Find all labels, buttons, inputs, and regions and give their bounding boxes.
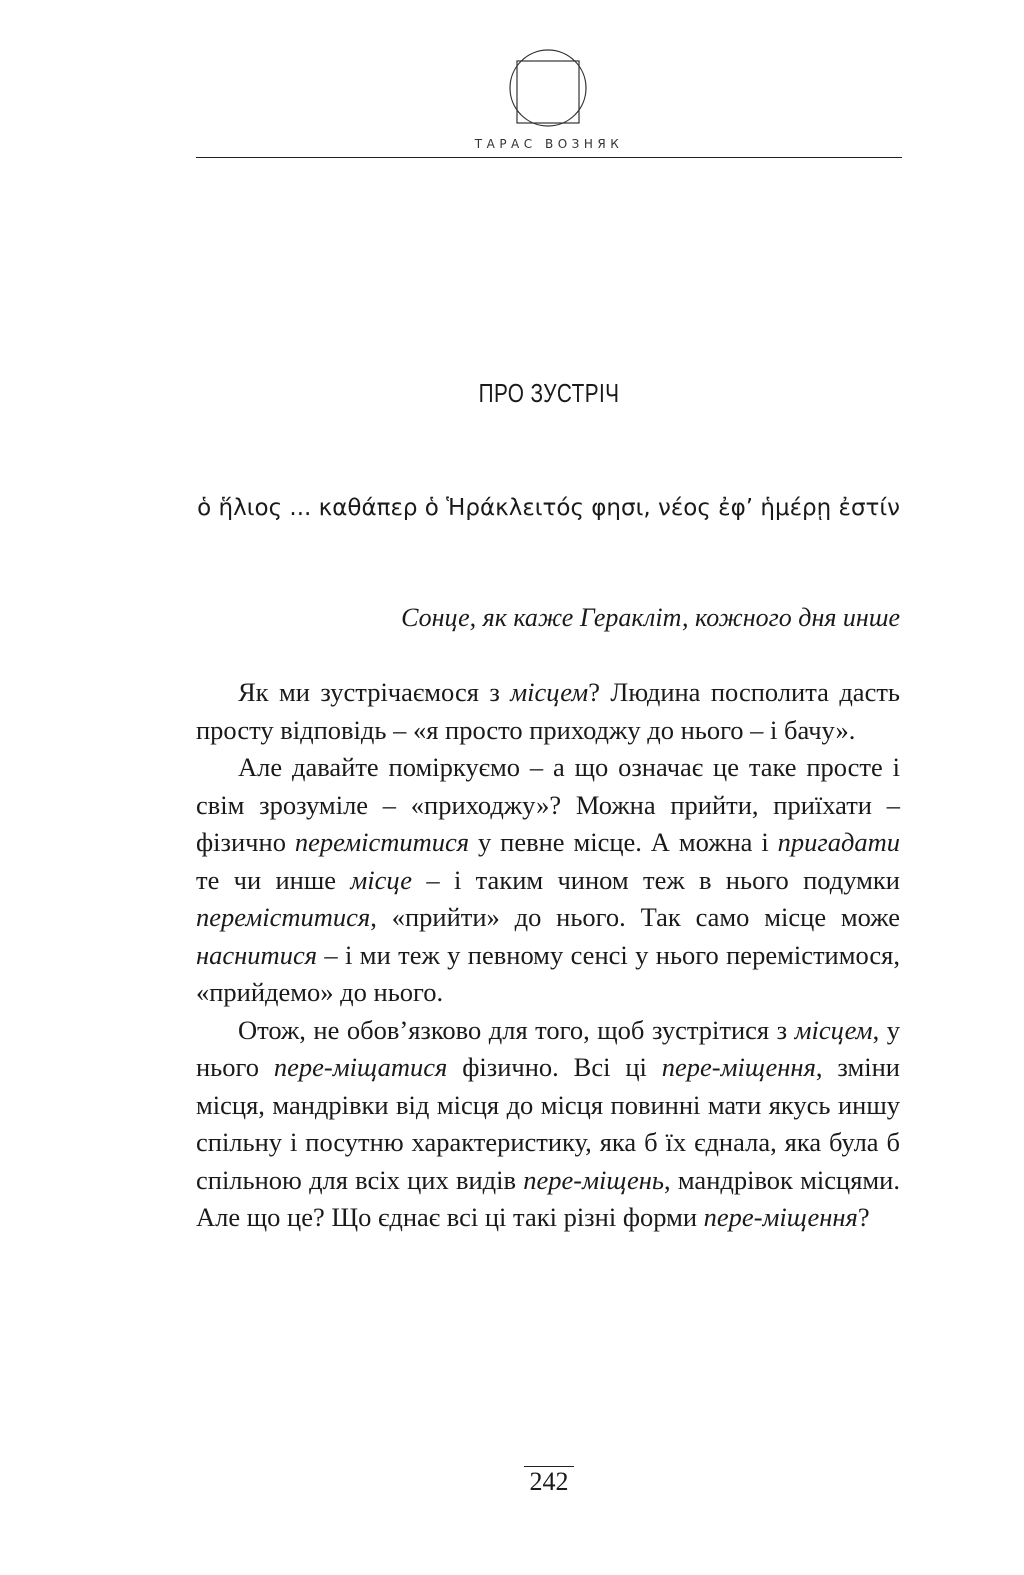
emphasized-term: переміститися bbox=[196, 902, 371, 932]
emphasized-term: пригадати bbox=[777, 827, 900, 857]
paragraph-text: фізично. Всі ці bbox=[447, 1052, 662, 1082]
body-text bbox=[196, 674, 900, 1237]
body-paragraph bbox=[196, 1012, 900, 1237]
paragraph-text: ? Людина посполита дасть просту відповідь – «я просто приходжу до нього – і бачу». bbox=[196, 677, 900, 745]
paragraph-text: Отож, не обов’язково для того, щоб зустрітися з bbox=[238, 1014, 795, 1045]
emphasized-term: місце bbox=[350, 864, 413, 895]
page-number: 242 bbox=[529, 1467, 569, 1496]
chapter-title: ПРО ЗУСТРІЧ bbox=[478, 378, 620, 408]
body-paragraph bbox=[196, 674, 900, 749]
paragraph-text: Як ми зустрічаємося з bbox=[238, 677, 511, 707]
circle-square-emblem-icon bbox=[508, 46, 588, 130]
emphasized-term: місцем bbox=[510, 677, 589, 707]
paragraph-text: те чи инше bbox=[196, 864, 351, 895]
paragraph-text: ? bbox=[857, 1202, 870, 1232]
epigraph-greek-quote: ὁ ἥλιος ... καθάπερ ὁ Ἡράκλειτός φησι, νέος ἐφ’ ἡμέρῃ ἐστίν bbox=[197, 495, 900, 521]
paragraph-text: , мандрівок місцями. Але що це? Що єднає всі ці такі різні форми bbox=[196, 1164, 900, 1232]
emphasized-term: наснитися bbox=[196, 939, 318, 970]
header-rule bbox=[196, 157, 902, 158]
paragraph-text: , зміни місця, мандрівки від місця до місця повинні мати якусь иншу спільну і посутню характеристику, яка б їх єднала, яка була б спільною для всіх цих видів bbox=[196, 1052, 900, 1195]
emphasized-term: пере-міщення bbox=[703, 1202, 858, 1232]
paragraph-text: , у нього bbox=[196, 1014, 900, 1082]
paragraph-text: – і таким чином теж в нього подумки bbox=[412, 864, 900, 895]
emphasized-term: пере-міщення bbox=[661, 1052, 816, 1082]
emphasized-term: місцем bbox=[794, 1014, 873, 1045]
paragraph-text: – і ми теж у певному сенсі у нього перемістимося, «прийдемо» до нього. bbox=[196, 939, 900, 1007]
emphasized-term: переміститися bbox=[294, 827, 470, 857]
paragraph-text: , «прийти» до нього. Так само місце може bbox=[370, 902, 900, 932]
paragraph-text: у певне місце. А можна і bbox=[469, 827, 778, 857]
running-head-author: ТАРАС ВОЗНЯК bbox=[474, 137, 624, 151]
body-paragraph bbox=[196, 749, 900, 1012]
emphasized-term: пере-міщень bbox=[523, 1164, 664, 1195]
emphasized-term: пере-міщатися bbox=[273, 1052, 448, 1082]
epigraph-translation: Сонце, як каже Геракліт, кожного дня инше bbox=[401, 603, 900, 632]
paragraph-text: Але давайте поміркуємо – а що означає це таке просте і свім зрозуміле – «приходжу»? Можна прийти, приїхати – фізично bbox=[196, 752, 900, 857]
